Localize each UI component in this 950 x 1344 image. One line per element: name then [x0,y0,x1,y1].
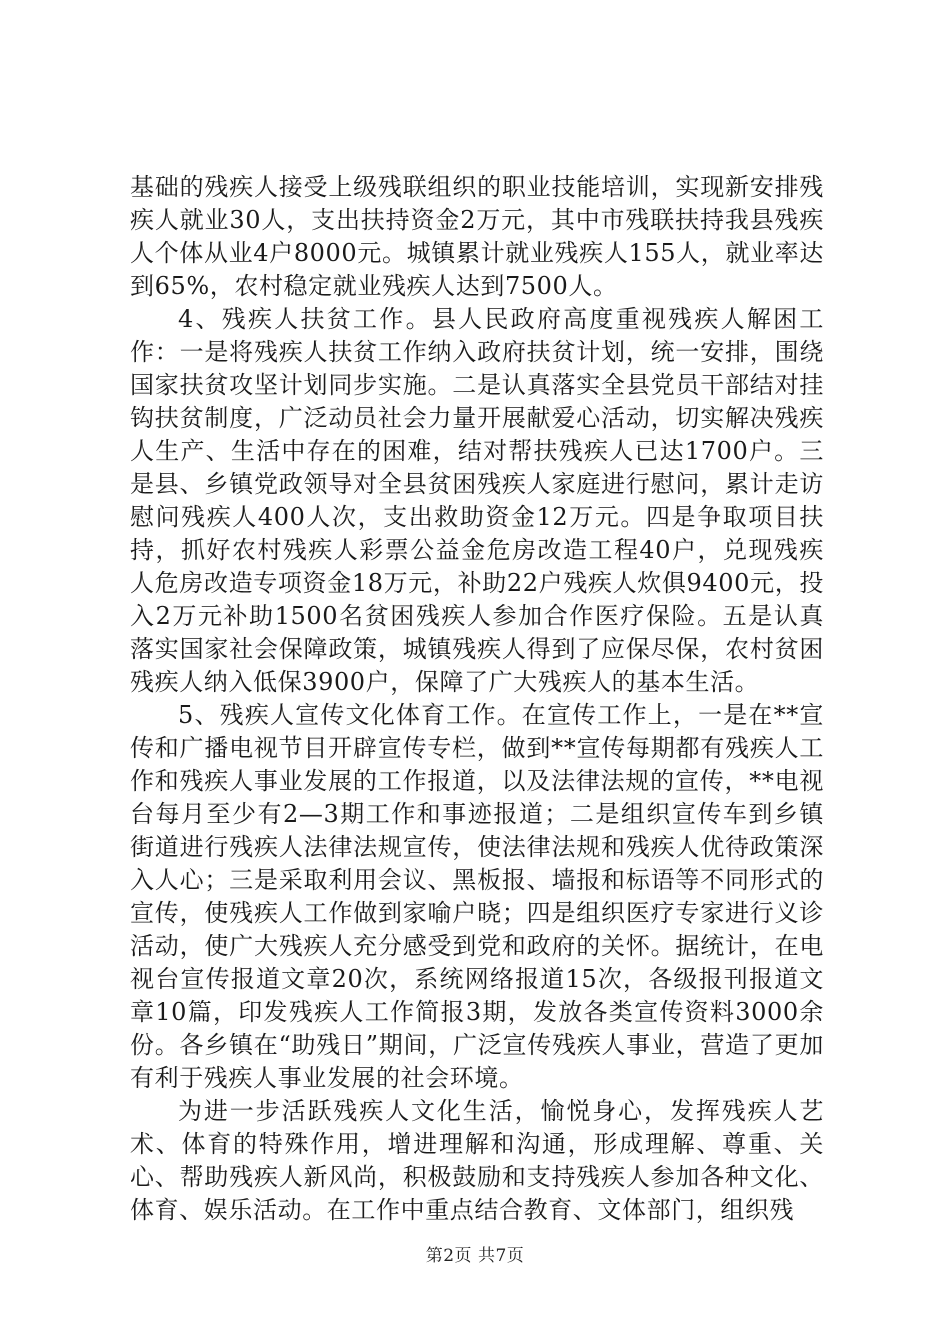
paragraph-poverty-relief: 4、残疾人扶贫工作。县人民政府高度重视残疾人解困工作：一是将残疾人扶贫工作纳入政府扶贫计划，统一安排，围绕国家扶贫攻坚计划同步实施。二是认真落实全县党员干部结对挂钩扶贫制度，广泛动员社会力量开展献爱心活动，切实解决残疾人生产、生活中存在的困难，结对帮扶残疾人已达1700户。三是县、乡镇党政领导对全县贫困残疾人家庭进行慰问，累计走访慰问残疾人400人次，支出救助资金12万元。四是争取项目扶持，抓好农村残疾人彩票公益金危房改造工程40户，兑现残疾人危房改造专项资金18万元，补助22户残疾人炊俱9400元，投入2万元补助1500名贫困残疾人参加合作医疗保险。五是认真落实国家社会保障政策，城镇残疾人得到了应保尽保，农村贫困残疾人纳入低保3900户，保障了广大残疾人的基本生活。 [130,305,824,696]
document-body [130,171,824,1227]
paragraph-employment: 基础的残疾人接受上级残联组织的职业技能培训，实现新安排残疾人就业30人，支出扶持资金2万元，其中市残联扶持我县残疾人个体从业4户8000元。城镇累计就业残疾人155人，就业率达到65%，农村稳定就业残疾人达到7500人。 [130,173,824,300]
paragraph-publicity-culture-sports: 5、残疾人宣传文化体育工作。在宣传工作上，一是在**宣传和广播电视节目开辟宣传专栏，做到**宣传每期都有残疾人工作和残疾人事业发展的工作报道，以及法律法规的宣传，**电视台每月至少有2—3期工作和事迹报道；二是组织宣传车到乡镇街道进行残疾人法律法规宣传，使法律法规和残疾人优待政策深入人心；三是采取利用会议、黑板报、墙报和标语等不同形式的宣传，使残疾人工作做到家喻户晓；四是组织医疗专家进行义诊活动，使广大残疾人充分感受到党和政府的关怀。据统计，在电视台宣传报道文章20次，系统网络报道15次，各级报刊报道文章10篇，印发残疾人工作简报3期，发放各类宣传资料3000余份。各乡镇在“助残日”期间，广泛宣传残疾人事业，营造了更加有利于残疾人事业发展的社会环境。 [130,701,824,1092]
page-footer: 第2页 共7页 [425,1246,525,1266]
paragraph-cultural-life: 为进一步活跃残疾人文化生活，愉悦身心，发挥残疾人艺术、体育的特殊作用，增进理解和沟通，形成理解、尊重、关心、帮助残疾人新风尚，积极鼓励和支持残疾人参加各种文化、体育、娱乐活动。在工作中重点结合教育、文体部门，组织残 [130,1097,824,1224]
